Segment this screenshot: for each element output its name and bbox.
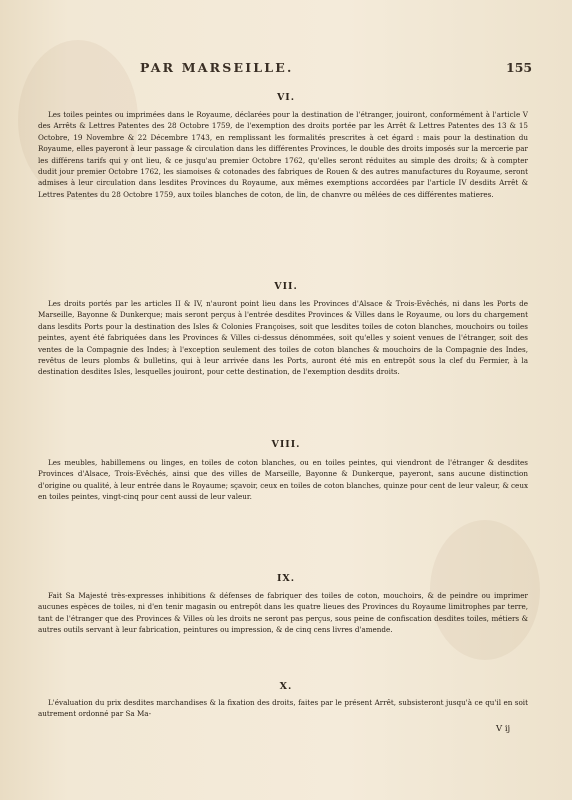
article-text: Fait Sa Majesté très-expresses inhibitions & défenses de fabriquer des toiles de coton, mouchoirs, & de peindre ou imprimer aucunes espèces de toiles, ni d'en tenir magasin ou entrepôt dans les quatre lieues des Provinces du Royaume limitrophes par terre, tant de l'étranger que des Provinces & Villes où les droits ne seront pas perçus, sous peine de confiscation desdites toiles, métiers & autres outils servant à leur fabrication, peintures ou impression, & de cinq cens livres d'amende. [38, 591, 528, 635]
article-numeral: VI. [276, 92, 296, 103]
running-head: PAR MARSEILLE. [140, 60, 294, 75]
article-numeral: X. [279, 681, 293, 692]
signature-mark: V ij [496, 724, 511, 734]
article-text: L'évaluation du prix desdites marchandises & la fixation des droits, faites par le présent Arrêt, subsisteront jusqu'à ce qu'il en soit autrement ordonné par Sa Ma- [38, 698, 528, 719]
article-numeral: IX. [276, 573, 296, 584]
article-numeral: VIII. [271, 439, 301, 450]
article-text: Les toiles peintes ou imprimées dans le Royaume, déclarées pour la destination de l'étranger, jouiront, conformément à l'article V des Arrêts & Lettres Patentes des 28 Octobre 1759, de l'exemption des droits portée par les Arrêt & Lettres Patentes des 13 & 15 Octobre, 19 Novembre & 22 Décembre 1743, en remplissant les formalités prescrites à cet égard : mais pour la destination du Royaume, elles payeront à leur passage & circulation dans les différentes Provinces, le double des droits imposés sur la mercerie par les différens tarifs qui y ont lieu, & ce jusqu'au premier Octobre 1762, qu'elles seront réduites au simple des droits; & à compter dudit jour premier Octobre 1762, les siamoises & cotonades des fabriques de Rouen & des autres manufactures du Royaume, seront admises à leur circulation dans lesdites Provinces du Royaume, aux mêmes exemptions accordées par l'article IV desdits Arrêt & Lettres Patentes du 28 Octobre 1759, aux toiles blanches de coton, de lin, de chanvre ou mêlées de ces différentes matieres. [38, 110, 528, 199]
page-number: 155 [506, 60, 533, 75]
article-text: Les meubles, habillemens ou linges, en toiles de coton blanches, ou en toiles peintes, qui viendront de l'étranger & desdites Provinces d'Alsace, Trois-Evêchés, ainsi que des villes de Marseille, Bayonne & Dunkerque, payeront, sans aucune distinction d'origine ou qualité, à leur entrée dans le Royaume; sçavoir, ceux en toiles de coton blanches, quinze pour cent de leur valeur, & ceux en toiles peintes, vingt-cinq pour cent aussi de leur valeur. [38, 458, 528, 502]
article-text: Les droits portés par les articles II & IV, n'auront point lieu dans les Provinces d'Alsace & Trois-Evêchés, ni dans les Ports de Marseille, Bayonne & Dunkerque; mais seront perçus à l'entrée desdites Provinces & Villes dans le Royaume, ou lors du chargement dans lesdits Ports pour la destination des Isles & Colonies Françoises, soit que lesdites toiles de coton blanches, mouchoirs ou toiles peintes, ayent été fabriquées dans les Provinces & Villes ci-dessus dénommées, soit qu'elles y soient venues de l'étranger, soit des ventes de la Compagnie des Indes; à l'exception seulement des toiles de coton blanches & mouchoirs de la Compagnie des Indes, revêtus de leurs plombs & bulletins, qui à leur arrivée dans les Ports, auront été mis en entrepôt sous la clef du Fermier, à la destination desdites Isles, lesquelles jouiront, pour cette destination, de l'exemption desdits droits. [38, 299, 528, 377]
page-header [0, 60, 572, 78]
article-numeral: VII. [274, 281, 298, 292]
